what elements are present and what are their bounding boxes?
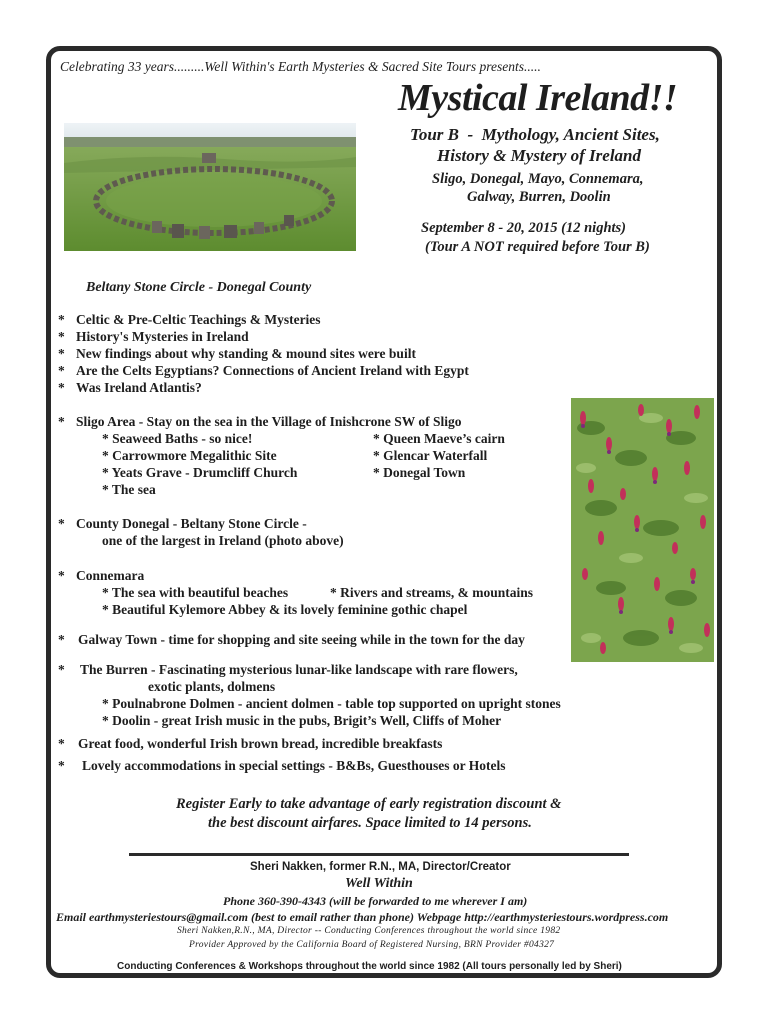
connemara-item: * Beautiful Kylemore Abbey & its lovely feminine gothic chapel bbox=[102, 602, 468, 617]
org-name: Well Within bbox=[345, 876, 413, 891]
sligo-heading-text: Sligo Area - Stay on the sea in the Village of Inishcrone SW of Sligo bbox=[76, 414, 462, 429]
bullet-star: * bbox=[58, 758, 65, 773]
list-item bbox=[58, 363, 469, 379]
burren-item: * Doolin - great Irish music in the pubs, Brigit’s Well, Cliffs of Moher bbox=[102, 713, 502, 728]
tour-note: (Tour A NOT required before Tour B) bbox=[425, 239, 650, 255]
galway-text: Galway Town - time for shopping and site seeing while in the town for the day bbox=[78, 632, 525, 647]
bottom-tagline: Conducting Conferences & Workshops throughout the world since 1982 (All tours personally led by Sheri) bbox=[117, 961, 622, 972]
bullet-star: * bbox=[58, 568, 65, 583]
bullet-star: * bbox=[58, 662, 65, 677]
list-item-text: Are the Celts Egyptians? Connections of Ancient Ireland with Egypt bbox=[76, 363, 469, 378]
bullet-star: * bbox=[58, 312, 65, 327]
food-text: Great food, wonderful Irish brown bread, incredible breakfasts bbox=[78, 736, 443, 751]
list-item-text: Celtic & Pre-Celtic Teachings & Mysteries bbox=[76, 312, 321, 327]
sligo-item: * The sea bbox=[102, 482, 156, 497]
list-item-text: Was Ireland Atlantis? bbox=[76, 380, 202, 395]
sligo-item: * Seaweed Baths - so nice! bbox=[102, 431, 253, 446]
page-title: Mystical Ireland!! bbox=[398, 77, 678, 119]
register-line2: the best discount airfares. Space limited to 14 persons. bbox=[208, 815, 532, 831]
connemara-item: * The sea with beautiful beaches bbox=[102, 585, 289, 600]
bullet-star: * bbox=[58, 363, 65, 378]
list-item-text: History's Mysteries in Ireland bbox=[76, 329, 249, 344]
galway-line bbox=[58, 632, 525, 648]
bullet-star: * bbox=[58, 414, 65, 429]
phone-line: Phone 360-390-4343 (will be forwarded to me wherever I am) bbox=[223, 894, 528, 908]
tour-title-line1: Tour B - Mythology, Ancient Sites, bbox=[410, 125, 660, 144]
tour-dates: September 8 - 20, 2015 (12 nights) bbox=[421, 220, 627, 236]
sligo-item: * Glencar Waterfall bbox=[373, 448, 488, 463]
burren-line1 bbox=[58, 662, 518, 678]
donegal-line2: one of the largest in Ireland (photo above) bbox=[102, 533, 344, 548]
celebrating-line: Celebrating 33 years.........Well Within's Earth Mysteries & Sacred Site Tours presents..... bbox=[60, 59, 541, 74]
bullet-star: * bbox=[58, 329, 65, 344]
places-line1: Sligo, Donegal, Mayo, Connemara, bbox=[432, 171, 644, 187]
connemara-heading bbox=[58, 568, 144, 584]
tour-title-line2: History & Mystery of Ireland bbox=[437, 146, 641, 165]
sligo-item: * Yeats Grave - Drumcliff Church bbox=[102, 465, 298, 480]
connemara-item: * Rivers and streams, & mountains bbox=[330, 585, 534, 600]
divider bbox=[129, 853, 629, 856]
stone-circle-photo bbox=[64, 123, 356, 251]
burren-line1-text: The Burren - Fascinating mysterious lunar-like landscape with rare flowers, bbox=[80, 662, 518, 677]
contact-line: Email earthmysteriestours@gmail.com (best to email rather than phone) Webpage http://earthmysteriestours.wordpress.com bbox=[56, 910, 669, 924]
food-line bbox=[58, 736, 442, 752]
donegal-line1 bbox=[58, 516, 307, 532]
register-line1: Register Early to take advantage of early registration discount & bbox=[176, 796, 562, 812]
list-item bbox=[58, 380, 202, 396]
list-item bbox=[58, 346, 416, 362]
sligo-heading bbox=[58, 414, 462, 430]
bullet-star: * bbox=[58, 632, 65, 647]
sligo-item: * Carrowmore Megalithic Site bbox=[102, 448, 277, 463]
burren-line2: exotic plants, dolmens bbox=[148, 679, 276, 694]
sligo-item: * Donegal Town bbox=[373, 465, 466, 480]
list-item-text: New findings about why standing & mound sites were built bbox=[76, 346, 416, 361]
lodging-text: Lovely accommodations in special settings - B&Bs, Guesthouses or Hotels bbox=[82, 758, 506, 773]
donegal-line1-text: County Donegal - Beltany Stone Circle - bbox=[76, 516, 307, 531]
list-item bbox=[58, 312, 321, 328]
places-line2: Galway, Burren, Doolin bbox=[467, 189, 611, 205]
director-name: Sheri Nakken, former R.N., MA, Director/Creator bbox=[250, 861, 511, 873]
burren-item: * Poulnabrone Dolmen - ancient dolmen - table top supported on upright stones bbox=[102, 696, 561, 711]
fuchsia-photo bbox=[571, 398, 714, 662]
list-item bbox=[58, 329, 249, 345]
bullet-star: * bbox=[58, 346, 65, 361]
bullet-star: * bbox=[58, 380, 65, 395]
provider-line: Provider Approved by the California Board of Registered Nursing, BRN Provider #04327 bbox=[189, 940, 555, 950]
connemara-heading-text: Connemara bbox=[76, 568, 145, 583]
bullet-star: * bbox=[58, 516, 65, 531]
sligo-item: * Queen Maeve’s cairn bbox=[373, 431, 505, 446]
lodging-line bbox=[58, 758, 506, 774]
credentials-line: Sheri Nakken,R.N., MA, Director -- Conducting Conferences throughout the world since 1982 bbox=[177, 926, 561, 936]
bullet-star: * bbox=[58, 736, 65, 751]
photo-caption: Beltany Stone Circle - Donegal County bbox=[86, 280, 312, 295]
